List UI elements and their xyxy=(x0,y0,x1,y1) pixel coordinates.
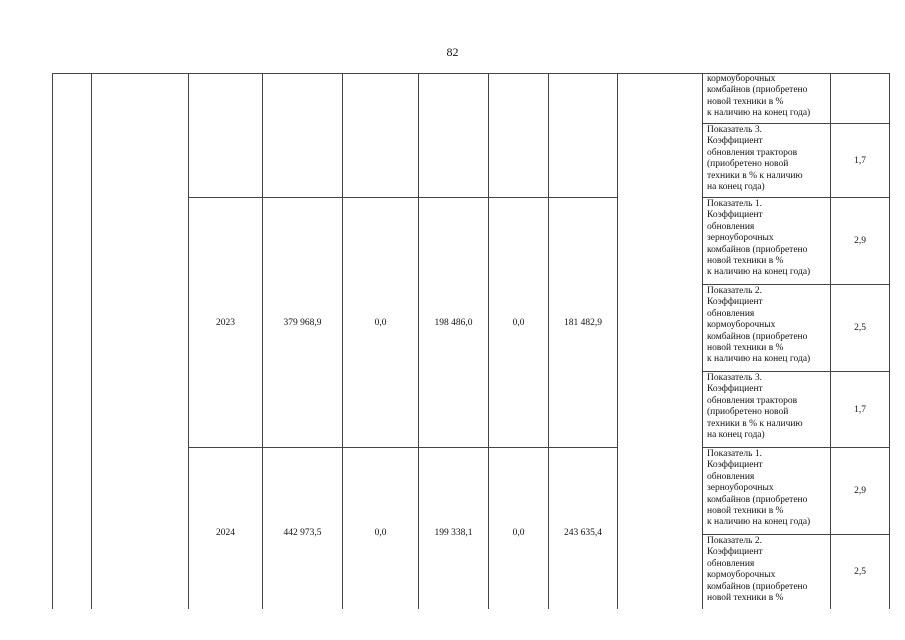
table-cell-blank-col-9 xyxy=(617,73,703,609)
indicator-text-cell: Показатель 1. Коэффициент обновления зерноуборочных комбайнов (приобретено новой техники в % к наличию на конец года) xyxy=(702,197,831,285)
total-cell: 379 968,9 xyxy=(262,197,343,448)
indicator-text-cell: Показатель 1. Коэффициент обновления зерноуборочных комбайнов (приобретено новой техники в % к наличию на конец года) xyxy=(702,447,831,535)
amount-cell xyxy=(418,73,489,198)
total-cell: 442 973,5 xyxy=(262,447,343,609)
indicator-value-cell: 1,7 xyxy=(830,123,890,198)
indicator-value-cell: 2,5 xyxy=(830,534,890,609)
total-cell xyxy=(262,73,343,198)
amount-cell xyxy=(548,73,618,198)
amount-cell: 198 486,0 xyxy=(418,197,489,448)
indicator-text-cell: кормоуборочных комбайнов (приобретено новой техники в % к наличию на конец года) xyxy=(702,73,831,124)
amount-cell: 0,0 xyxy=(488,447,549,609)
indicator-value-cell: 2,5 xyxy=(830,284,890,372)
indicator-text-cell: Показатель 2. Коэффициент обновления кормоуборочных комбайнов (приобретено новой техники в % xyxy=(702,534,831,609)
amount-cell: 0,0 xyxy=(342,447,419,609)
indicator-value-cell: 1,7 xyxy=(830,371,890,448)
table-cell-blank-col-2 xyxy=(91,73,189,609)
indicator-text-cell: Показатель 2. Коэффициент обновления кормоуборочных комбайнов (приобретено новой техники в % к наличию на конец года) xyxy=(702,284,831,372)
year-cell: 2024 xyxy=(188,447,263,609)
indicator-value-cell xyxy=(830,73,890,124)
indicator-value-cell: 2,9 xyxy=(830,447,890,535)
page-number: 82 xyxy=(446,45,459,59)
indicator-text-cell: Показатель 3. Коэффициент обновления тракторов (приобретено новой техники в % к наличию на конец года) xyxy=(702,123,831,198)
amount-cell: 243 635,4 xyxy=(548,447,618,609)
year-cell: 2023 xyxy=(188,197,263,448)
amount-cell: 199 338,1 xyxy=(418,447,489,609)
amount-cell xyxy=(488,73,549,198)
amount-cell: 0,0 xyxy=(488,197,549,448)
amount-cell: 181 482,9 xyxy=(548,197,618,448)
indicator-text-cell: Показатель 3. Коэффициент обновления тракторов (приобретено новой техники в % к наличию на конец года) xyxy=(702,371,831,448)
indicator-value-cell: 2,9 xyxy=(830,197,890,285)
year-cell xyxy=(188,73,263,198)
amount-cell: 0,0 xyxy=(342,197,419,448)
table-cell-blank-col-1 xyxy=(52,73,92,609)
amount-cell xyxy=(342,73,419,198)
